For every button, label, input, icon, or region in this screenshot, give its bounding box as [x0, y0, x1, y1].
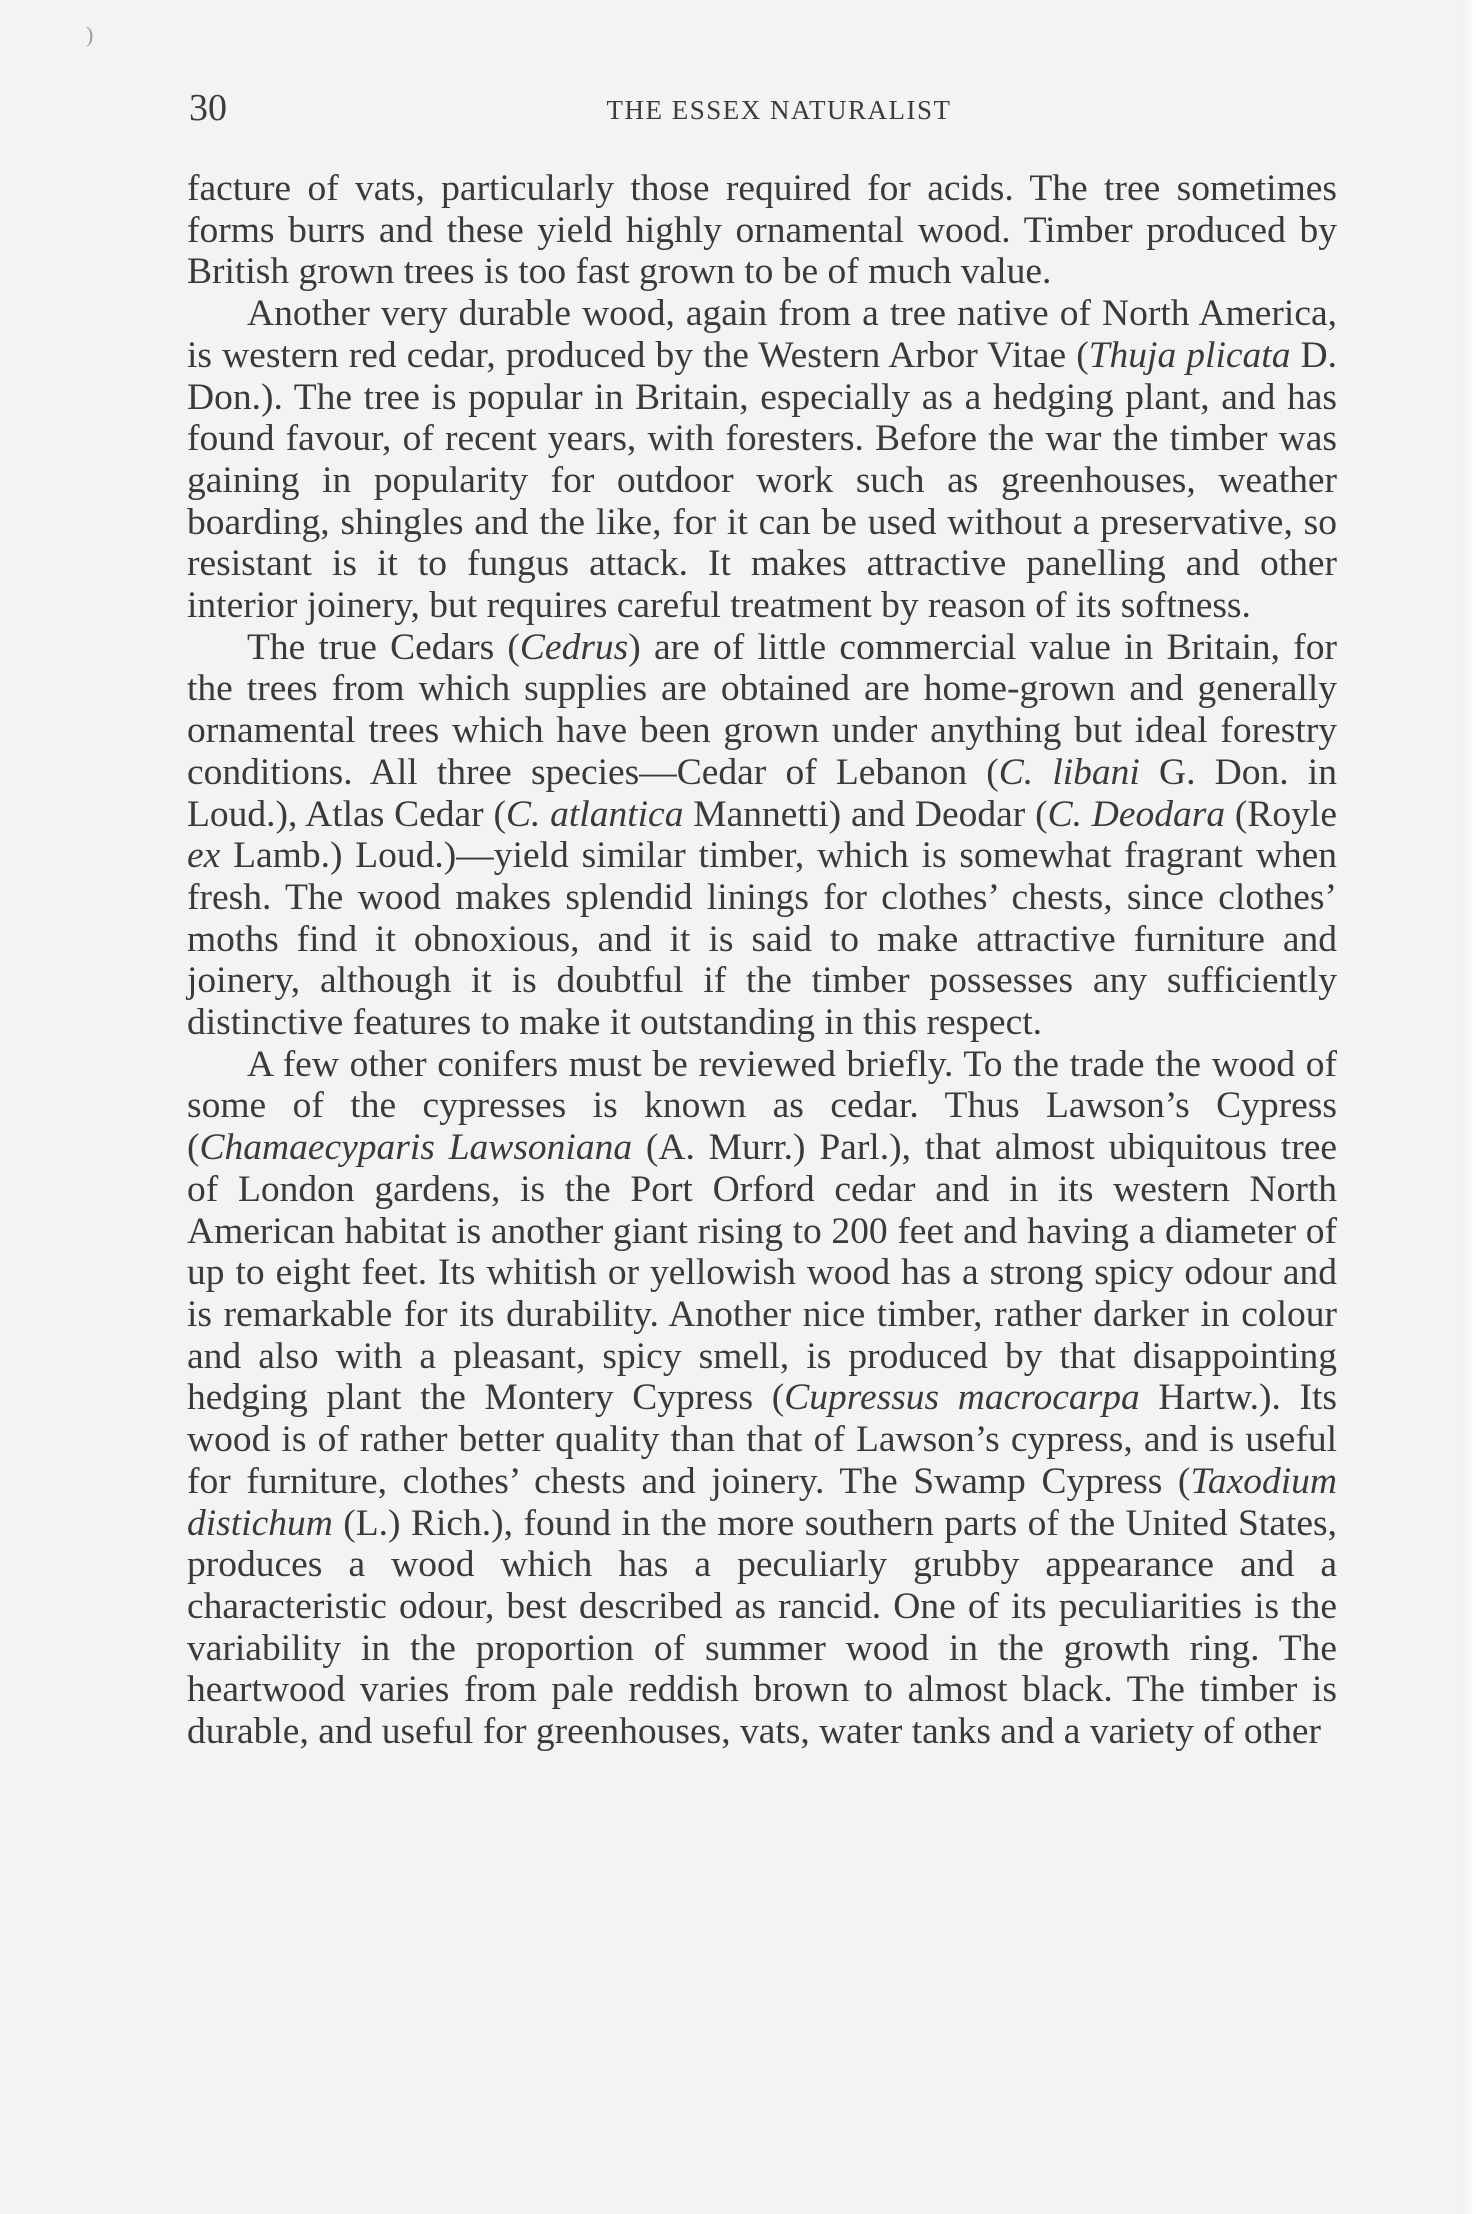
text-run: ) are of little commercial value in Britain, for the trees from which supplies are obtained are home-grown and generally ornamental trees which have been grown under anything but ideal forestry conditions. All three species—Cedar of Lebanon (: [187, 626, 1337, 793]
text-run: (L.) Rich.), found in the more southern parts of the United States, produces a wood which has a peculiarly grubby appearance and a characteristic odour, best described as rancid. One of its peculiarities is the variability in the proportion of summer wood in the growth ring. The heartwood varies from pale reddish brown to almost black. The timber is durable, and useful for greenhouses, vats, water tanks and a variety of other: [187, 1502, 1337, 1753]
page-edge: [1460, 0, 1476, 2214]
italic-run: Taxodium distichum: [187, 1460, 1337, 1544]
running-head: THE ESSEX NATURALIST: [606, 95, 952, 125]
italic-run: C. atlantica: [505, 793, 684, 835]
text-run: facture of vats, particularly those required for acids. The tree sometimes forms burrs and these yield highly ornamental wood. Timber produced by British grown trees is too fast grown to be of much value.: [187, 168, 1337, 293]
paragraph: [187, 168, 1337, 293]
text-run: G. Don. in Loud.), Atlas Cedar (: [187, 751, 1337, 835]
italic-run: ex: [187, 835, 221, 877]
text-run: D. Don.). The tree is popular in Britain, especially as a hedging plant, and has found favour, of recent years, with foresters. Before the war the timber was gaining in popularity for outdoor work such as greenhouses, weather boarding, shingles and the like, for it can be used without a preservative, so resistant is it to fungus attack. It makes attractive panelling and other interior joinery, but requires careful treatment by reason of its softness.: [187, 334, 1337, 627]
italic-run: Cedrus: [519, 626, 629, 668]
body-text: [187, 168, 1337, 1753]
text-run: The true Cedars (: [247, 626, 520, 668]
italic-run: C. Deodara: [1047, 793, 1226, 835]
italic-run: Thuja plicata: [1088, 334, 1291, 376]
italic-run: Chamaecyparis Lawsoniana: [199, 1127, 633, 1169]
speck-mark: ): [86, 22, 94, 47]
text-run: Mannetti) and Deodar (: [683, 793, 1048, 835]
italic-run: C. libani: [998, 751, 1140, 793]
italic-run: Cupressus macrocarpa: [784, 1377, 1140, 1419]
text-run: Hartw.). Its wood is of rather better quality than that of Lawson’s cypress, and is useful for furniture, clothes’ chests and joinery. The Swamp Cypress (: [187, 1377, 1337, 1502]
paragraph: [187, 293, 1337, 627]
text-run: (A. Murr.) Parl.), that almost ubiquitous tree of London gardens, is the Port Orford cedar and in its western North American habitat is another giant rising to 200 feet and having a diameter of up to eight feet. Its whitish or yellowish wood has a strong spicy odour and is remarkable for its durability. Another nice timber, rather darker in colour and also with a pleasant, spicy smell, is produced by that disappointing hedging plant the Montery Cypress (: [187, 1127, 1337, 1419]
paragraph: [187, 1044, 1337, 1753]
text-run: Another very durable wood, again from a tree native of North America, is western red cedar, produced by the Western Arbor Vitae (: [187, 293, 1337, 376]
text-run: (Royle: [1225, 793, 1337, 835]
text-run: A few other conifers must be reviewed briefly. To the trade the wood of some of the cypresses is known as cedar. Thus Lawson’s Cypress (: [187, 1043, 1337, 1169]
page-header: [189, 84, 1339, 132]
page-number: 30: [189, 87, 227, 129]
text-run: Lamb.) Loud.)—yield similar timber, which is somewhat fragrant when fresh. The wood makes splendid linings for clothes’ chests, since clothes’ moths find it obnoxious, and it is said to make attractive furniture and joinery, although it is doubtful if the timber possesses any sufficiently distinctive features to make it outstanding in this respect.: [187, 835, 1337, 1044]
paragraph: [187, 627, 1337, 1044]
